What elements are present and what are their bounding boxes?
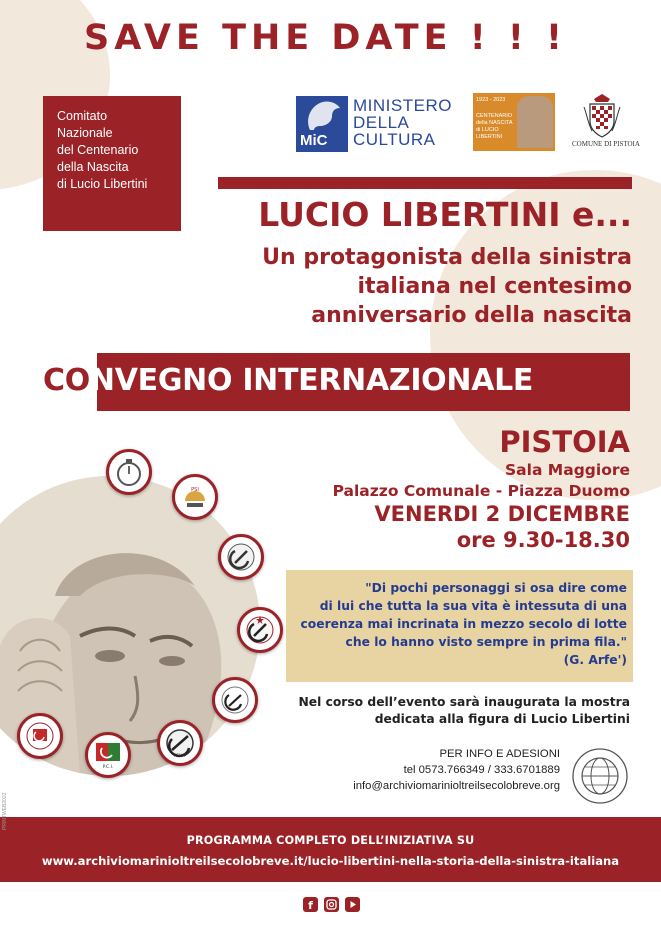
party-badge-rifondazione [17,713,63,759]
social-links [303,897,363,913]
info-email[interactable]: info@archiviomarinioltreilsecolobreve.org [353,780,560,792]
mic-text [353,97,452,148]
centenario-logo [473,93,555,151]
quote-line: coerenza mai incrinata in mezzo secolo di lotte [300,617,627,631]
archivio-marini-logo [570,746,630,806]
exhibition-line: Nel corso dell’evento sarà inaugurata la mostra [298,695,630,709]
svg-text:f: f [308,899,313,912]
venue-details [333,425,630,553]
libertini-photo-thumbnail [517,96,553,148]
venue-city: PISTOIA [499,425,630,459]
convegno-prefix: CO [43,363,90,398]
rifondazione-icon [22,718,58,754]
mic-line: CULTURA [353,130,436,149]
ministero-cultura-logo [296,96,468,152]
venue-place: Palazzo Comunale - Piazza Duomo [332,482,630,500]
party-badge-psi [212,677,258,723]
committee-line: della Nascita [57,160,129,174]
exhibition-line: dedicata alla figura di Lucio Libertini [374,712,630,726]
title-accent-bar [218,177,632,189]
programma-heading: PROGRAMMA COMPLETO DELL’INIZIATIVA SU [186,834,475,847]
save-the-date-headline: SAVE THE DATE ! ! ! [84,18,568,58]
pci-flag-icon [90,737,126,773]
party-badge-stopwatch [106,449,152,495]
committee-box [43,96,181,231]
info-heading: PER INFO E ADESIONI [439,748,560,760]
comune-pistoia-label: COMUNE DI PISTOIA [572,140,640,148]
party-badge-sinistra-indipendente [237,607,283,653]
party-badge-partito-socialista [172,474,218,520]
svg-text:PSIUP: PSIUP [173,754,187,759]
quote-line: di lui che tutta la sua vita è intessuta di una [319,599,627,613]
mic-badge-text: MiC [300,132,328,149]
convegno-title [43,363,533,398]
psiup-icon [162,725,198,761]
subtitle-line: Un protagonista della sinistra [262,245,632,270]
mic-line: DELLA [353,113,410,132]
committee-line: del Centenario [57,143,139,157]
party-badge-hammer-sickle [218,534,264,580]
venue-hall: Sala Maggiore [505,461,630,479]
hammer-sickle-star-icon [242,612,278,648]
centenario-line: CENTENARIO [476,113,513,119]
psi-hand-sun-icon [177,479,213,515]
subtitle-line: anniversario della nascita [311,303,632,328]
svg-text:PSI: PSI [191,487,199,493]
quote-line: "Di pochi personaggi si osa dire come [365,581,627,595]
mic-line: MINISTERO [353,96,452,115]
centenario-years: 1923 - 2023 [476,97,506,103]
quote-author: (G. Arfe') [563,653,627,667]
globe-icon [570,746,630,806]
hammer-sickle-icon [223,539,259,575]
committee-line: Nazionale [57,126,113,140]
footer-band [0,817,661,882]
programma-url[interactable]: www.archiviomarinioltreilsecolobreve.it/lucio-libertini-nella-storia-della-sinistra-italiana [41,854,620,868]
stopwatch-icon [111,454,147,490]
subtitle-line: italiana nel centesimo [357,274,632,299]
event-time: ore 9.30-18.30 [456,528,630,552]
centenario-line: della NASCITA [476,120,513,126]
event-title: LUCIO LIBERTINI e... [258,195,632,234]
mic-badge-icon [296,96,348,152]
instagram-icon[interactable] [324,897,339,912]
contact-info [353,746,560,794]
committee-line: di Lucio Libertini [57,177,148,191]
committee-line: Comitato [57,109,108,123]
quote-text [301,579,627,669]
youtube-icon[interactable] [345,897,360,912]
svg-text:P.C.I.: P.C.I. [102,765,114,770]
party-badge-psiup [157,720,203,766]
comune-pistoia-logo [572,93,640,153]
centenario-line: di LUCIO LIBERTINI [476,127,503,140]
facebook-icon[interactable] [303,897,318,912]
event-subtitle [262,243,632,330]
exhibition-notice [298,694,630,728]
centenario-text [476,113,520,141]
convegno-suffix: NVEGNO INTERNAZIONALE [89,363,534,398]
quote-line: che lo hanno visto sempre in prima fila." [345,635,627,649]
info-phone[interactable]: tel 0573.766349 / 333.6701889 [403,764,560,776]
event-date: VENERDI 2 DICEMBRE [374,502,630,526]
pistoia-crest-icon [582,93,622,139]
print-code: PRINTWEB2022 [2,792,8,830]
psi-hammer-sickle-icon [217,682,253,718]
party-badge-pci [85,732,131,778]
